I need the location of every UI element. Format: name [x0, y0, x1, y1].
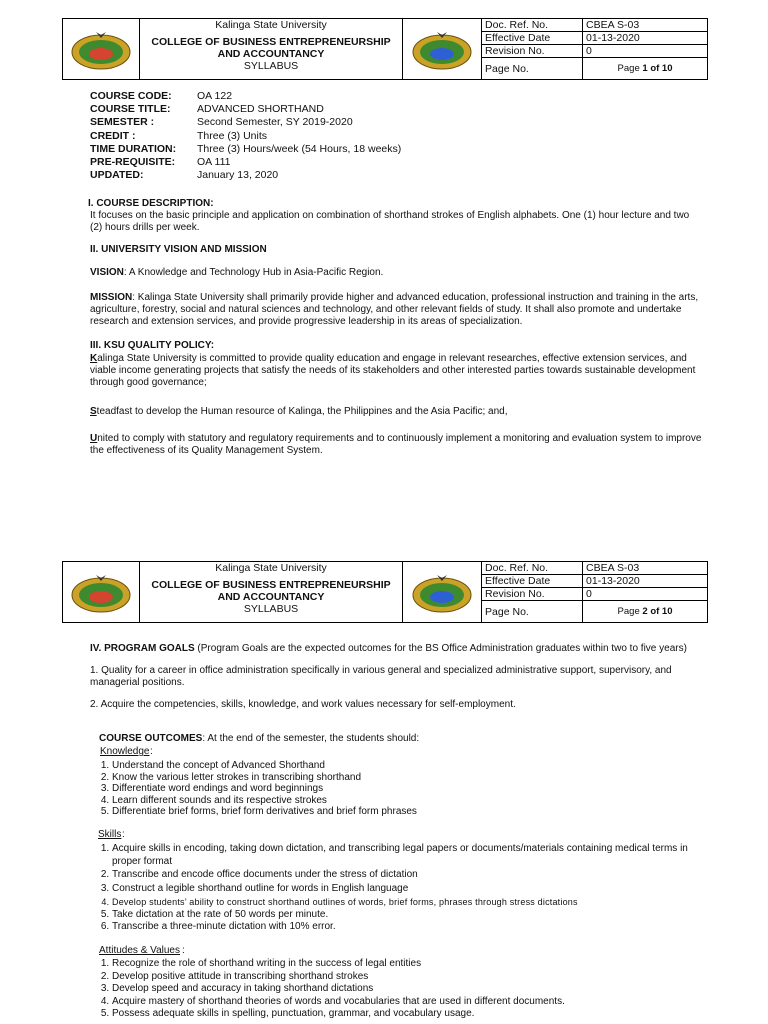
mission-paragraph: MISSION: Kalinga State University shall primarily provide higher and advanced education, professional instruction and training in the arts, agriculture, forestry, social and natural sciences and technology, and other relevant fields of study. It shall also promote and undertake research and extension services, and provide progressive leadership in its areas of specialization.: [90, 292, 699, 327]
vision-paragraph: VISION: A Knowledge and Technology Hub in Asia-Pacific Region.: [90, 267, 384, 278]
attitudes-list: [88, 958, 700, 1021]
course-info: [90, 90, 401, 182]
list-item: 5. Take dictation at the rate of 50 words per minute.: [112, 909, 700, 921]
ksu-seal-icon: [411, 571, 473, 613]
list-item: 2. Know the various letter strokes in transcribing shorthand: [112, 772, 698, 784]
document-header: [62, 18, 708, 80]
list-item: 5. Possess adequate skills in spelling, punctuation, grammar, and vocabulary usage.: [112, 1008, 700, 1021]
college-name: COLLEGE OF BUSINESS ENTREPRENEURSHIP AND ACCOUNTANCY: [151, 579, 391, 603]
course-info-row: UPDATED: January 13, 2020: [90, 169, 279, 182]
list-item: 1. Recognize the role of shorthand writing in the success of legal entities: [112, 958, 700, 971]
page-label: Page No.: [482, 58, 583, 81]
list-item: 2. Transcribe and encode office documents under the stress of dictation: [112, 868, 700, 882]
list-item: 2. Develop positive attitude in transcribing shorthand strokes: [112, 971, 700, 984]
doc-ref-label: Doc. Ref. No.: [482, 19, 583, 32]
course-info-row: PRE-REQUISITE: OA 111: [90, 156, 231, 169]
program-goals-heading: IV. PROGRAM GOALS (Program Goals are the expected outcomes for the BS Office Administration graduates within two to five years): [90, 643, 687, 654]
effective-date-label: Effective Date: [482, 32, 583, 45]
revision-value: 0: [583, 588, 707, 601]
skills-colon: :: [122, 829, 125, 840]
effective-date-value: 01-13-2020: [583, 32, 707, 45]
doc-type: SYLLABUS: [243, 60, 299, 72]
policy-s-paragraph: Steadfast to develop the Human resource of Kalinga, the Philippines and the Asia Pacific; and,: [90, 406, 508, 417]
attitudes-colon: :: [182, 945, 185, 956]
effective-date-value: 01-13-2020: [583, 575, 707, 588]
policy-k-paragraph: Kalinga State University is committed to provide quality education and engage in relevant researches, effective extension services, and viable income generating projects that satisfy the needs of its stakeholders and other interested parties towards sustainable development through good governance;: [90, 353, 696, 388]
page-number: Page 2 of 10: [617, 606, 673, 617]
university-seal-left: [63, 562, 140, 622]
document-header: [62, 561, 708, 623]
section-title-quality-policy: III. KSU QUALITY POLICY:: [90, 340, 215, 351]
course-description-text: It focuses on the basic principle and application on combination of shorthand strokes of English alphabets. One (1) hour lecture and two (2) hours drills per week.: [90, 210, 690, 233]
list-item: 3. Develop speed and accuracy in taking shorthand dictations: [112, 983, 700, 996]
doc-ref-value: CBEA S-03: [583, 562, 707, 575]
doc-info-table: [482, 562, 707, 623]
skills-list: [88, 842, 700, 932]
section-title-vision-mission: II. UNIVERSITY VISION AND MISSION: [90, 244, 267, 255]
ksu-seal-icon: [70, 28, 132, 70]
list-item: 4. Develop students’ ability to construct shorthand outlines of words, brief forms, phrases through stress dictations: [112, 896, 700, 909]
doc-type: SYLLABUS: [243, 603, 299, 615]
skills-label: Skills: [98, 829, 122, 840]
program-goal-2: 2. Acquire the competencies, skills, knowledge, and work values necessary for self-employment.: [90, 699, 516, 710]
course-info-row: TIME DURATION: Three (3) Hours/week (54 Hours, 18 weeks): [90, 142, 402, 155]
knowledge-list: [88, 760, 698, 818]
list-item: 4. Acquire mastery of shorthand theories of words and vocabularies that are used in different documents.: [112, 996, 700, 1009]
header-title-block: [140, 562, 404, 622]
doc-ref-value: CBEA S-03: [583, 19, 707, 32]
effective-date-label: Effective Date: [482, 575, 583, 588]
list-item: 5. Differentiate brief forms, brief form derivatives and brief form phrases: [112, 806, 698, 818]
doc-ref-label: Doc. Ref. No.: [482, 562, 583, 575]
revision-label: Revision No.: [482, 588, 583, 601]
list-item: 6. Transcribe a three-minute dictation with 10% error.: [112, 921, 700, 933]
course-info-row: CREDIT : Three (3) Units: [90, 129, 268, 142]
list-item: 1. Acquire skills in encoding, taking down dictation, and transcribing legal papers or documents/materials containing medical terms in proper format: [112, 842, 700, 868]
list-item: 1. Understand the concept of Advanced Shorthand: [112, 760, 698, 772]
course-info-row: COURSE TITLE: ADVANCED SHORTHAND: [90, 103, 324, 116]
revision-label: Revision No.: [482, 45, 583, 58]
university-seal-right: [403, 562, 482, 622]
list-item: 4. Learn different sounds and its respective strokes: [112, 795, 698, 807]
university-name: Kalinga State University: [215, 19, 327, 31]
policy-u-paragraph: United to comply with statutory and regulatory requirements and to continuously implement a monitoring and evaluation system to improve the effectiveness of its Quality Management System.: [90, 433, 702, 456]
course-outcomes-heading: COURSE OUTCOMES: At the end of the semester, the students should:: [99, 733, 420, 744]
list-item: 3. Construct a legible shorthand outline for words in English language: [112, 882, 700, 896]
list-item: 3. Differentiate word endings and word beginnings: [112, 783, 698, 795]
university-name: Kalinga State University: [215, 562, 327, 574]
college-name: COLLEGE OF BUSINESS ENTREPRENEURSHIP AND ACCOUNTANCY: [151, 36, 391, 60]
page-number: Page 1 of 10: [617, 63, 673, 74]
doc-info-table: [482, 19, 707, 80]
page-label: Page No.: [482, 601, 583, 624]
course-info-row: COURSE CODE: OA 122: [90, 90, 233, 102]
revision-value: 0: [583, 45, 707, 58]
attitudes-label: Attitudes & Values: [99, 945, 180, 956]
program-goal-1: 1. Quality for a career in office administration specifically in various general and specialized administrative support, supervisory, and managerial positions.: [90, 665, 672, 688]
section-title-course-description: I. COURSE DESCRIPTION:: [88, 198, 214, 209]
university-seal-right: [403, 19, 482, 79]
knowledge-colon: :: [150, 746, 153, 757]
course-info-row: SEMESTER : Second Semester, SY 2019-2020: [90, 116, 353, 129]
ksu-seal-icon: [411, 28, 473, 70]
knowledge-label: Knowledge: [100, 746, 150, 757]
ksu-seal-icon: [70, 571, 132, 613]
header-title-block: [140, 19, 404, 79]
university-seal-left: [63, 19, 140, 79]
